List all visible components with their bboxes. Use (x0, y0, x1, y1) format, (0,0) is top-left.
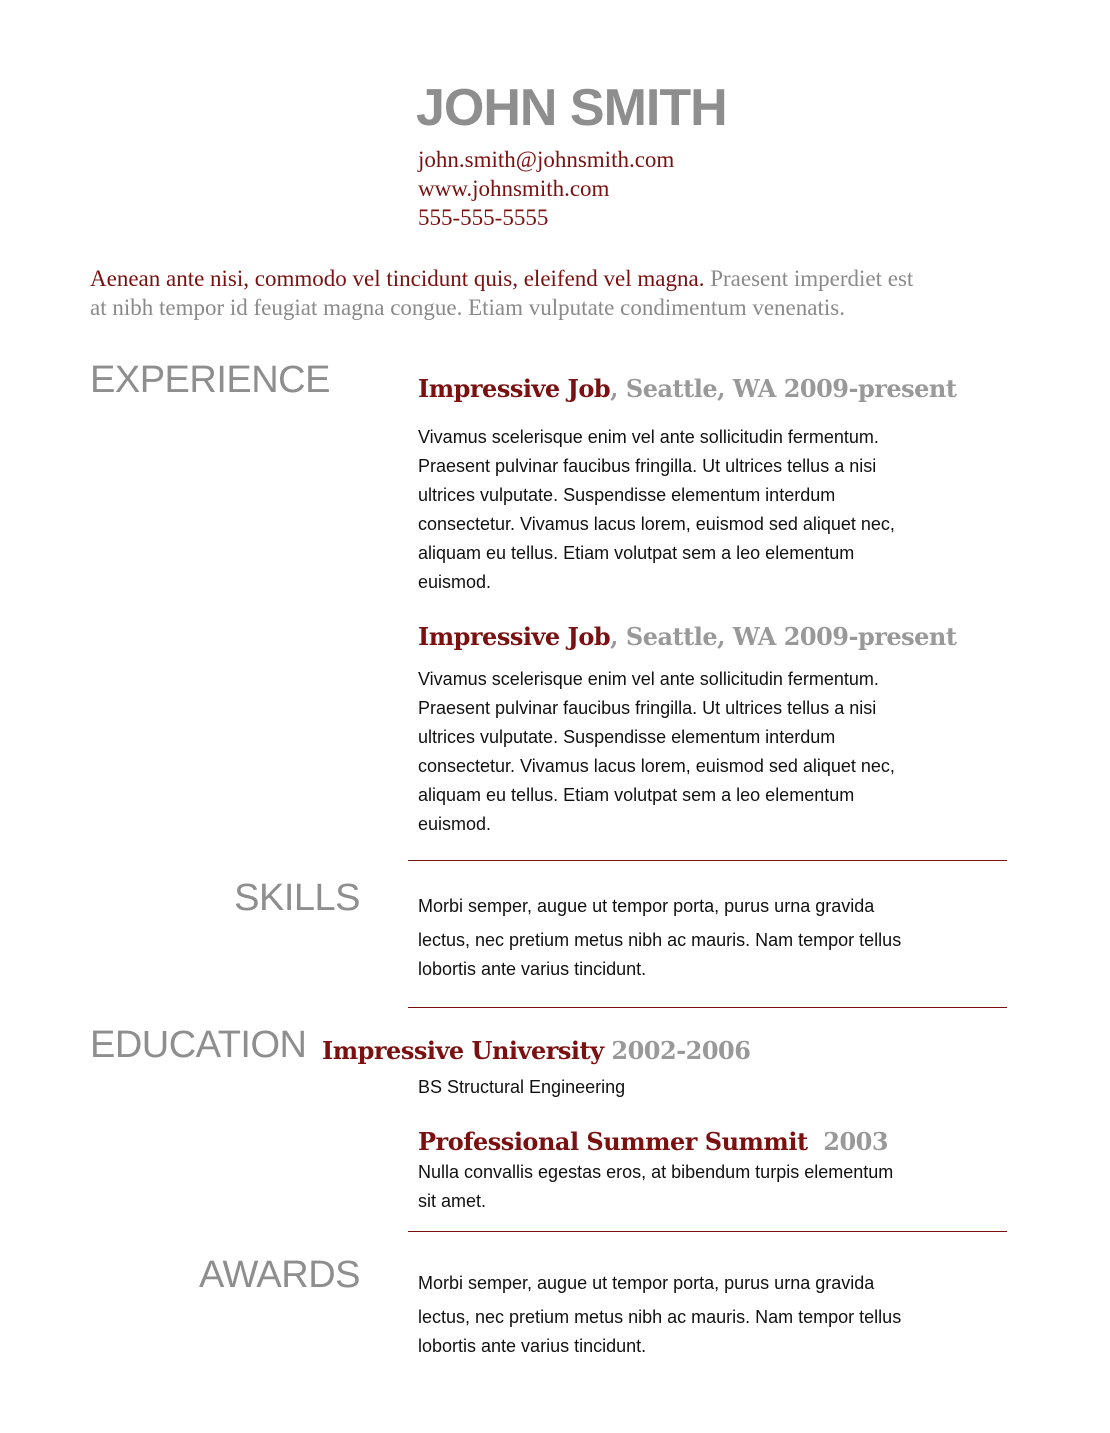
divider (408, 1231, 1007, 1232)
summary-line: at nibh tempor id feugiat magna congue. Etiam vulputate condimentum venenatis. (90, 295, 845, 320)
job-heading (418, 374, 956, 403)
text-line: Morbi semper, augue ut tempor porta, purus urna gravida (418, 896, 875, 916)
section-awards-title: AWARDS (199, 1254, 360, 1296)
candidate-name: JOHN SMITH (416, 79, 727, 137)
text-line: consectetur. Vivamus lacus lorem, euismod sed aliquet nec, (418, 756, 895, 776)
job-description (418, 665, 895, 839)
divider (408, 1007, 1007, 1008)
job-title: Impressive Job (418, 374, 611, 403)
summary (90, 264, 913, 322)
program-name: Professional Summer Summit (418, 1127, 808, 1156)
summary-highlight: Aenean ante nisi, commodo vel tincidunt quis, eleifend vel magna. (90, 266, 705, 291)
summary-rest: Praesent imperdiet est (704, 266, 914, 291)
text-line: consectetur. Vivamus lacus lorem, euismod sed aliquet nec, (418, 514, 895, 534)
text-line: aliquam eu tellus. Etiam volutpat sem a leo elementum (418, 543, 855, 563)
awards-text (418, 1269, 901, 1361)
text-line: ultrices vulputate. Suspendisse elementum interdum (418, 485, 836, 505)
text-line: Nulla convallis egestas eros, at bibendum turpis elementum (418, 1162, 894, 1182)
text-line: sit amet. (418, 1191, 487, 1211)
school-name: Impressive University (322, 1036, 604, 1065)
text-line: Praesent pulvinar faucibus fringilla. Ut ultrices tellus a nisi (418, 698, 877, 718)
program-year: 2003 (807, 1127, 889, 1156)
program-description (418, 1158, 893, 1216)
email: john.smith@johnsmith.com (418, 147, 675, 172)
website: www.johnsmith.com (418, 176, 610, 201)
text-line: ultrices vulputate. Suspendisse elementum interdum (418, 727, 836, 747)
text-line: Morbi semper, augue ut tempor porta, purus urna gravida (418, 1273, 875, 1293)
section-education-title: EDUCATION (90, 1024, 307, 1066)
section-experience-title: EXPERIENCE (90, 359, 330, 401)
job-description (418, 423, 895, 597)
text-line: lectus, nec pretium metus nibh ac mauris. Nam tempor tellus (418, 1307, 902, 1327)
job-heading (418, 622, 956, 651)
job-title: Impressive Job (418, 622, 611, 651)
text-line: euismod. (418, 814, 492, 834)
job-details: , Seattle, WA 2009-present (610, 622, 957, 651)
text-line: Vivamus scelerisque enim vel ante sollicitudin fermentum. (418, 427, 879, 447)
school-years: 2002-2006 (603, 1036, 751, 1065)
text-line: Praesent pulvinar faucibus fringilla. Ut ultrices tellus a nisi (418, 456, 877, 476)
text-line: lobortis ante varius tincidunt. (418, 959, 647, 979)
text-line: aliquam eu tellus. Etiam volutpat sem a leo elementum (418, 785, 855, 805)
divider (408, 860, 1007, 861)
text-line: euismod. (418, 572, 492, 592)
education-heading (418, 1127, 888, 1156)
section-skills-title: SKILLS (234, 877, 360, 919)
phone: 555-555-5555 (418, 205, 549, 230)
job-details: , Seattle, WA 2009-present (610, 374, 957, 403)
text-line: lobortis ante varius tincidunt. (418, 1336, 647, 1356)
text-line: lectus, nec pretium metus nibh ac mauris. Nam tempor tellus (418, 930, 902, 950)
text-line: Vivamus scelerisque enim vel ante sollicitudin fermentum. (418, 669, 879, 689)
degree: BS Structural Engineering (418, 1077, 626, 1097)
education-heading (322, 1036, 750, 1065)
skills-text (418, 892, 901, 984)
